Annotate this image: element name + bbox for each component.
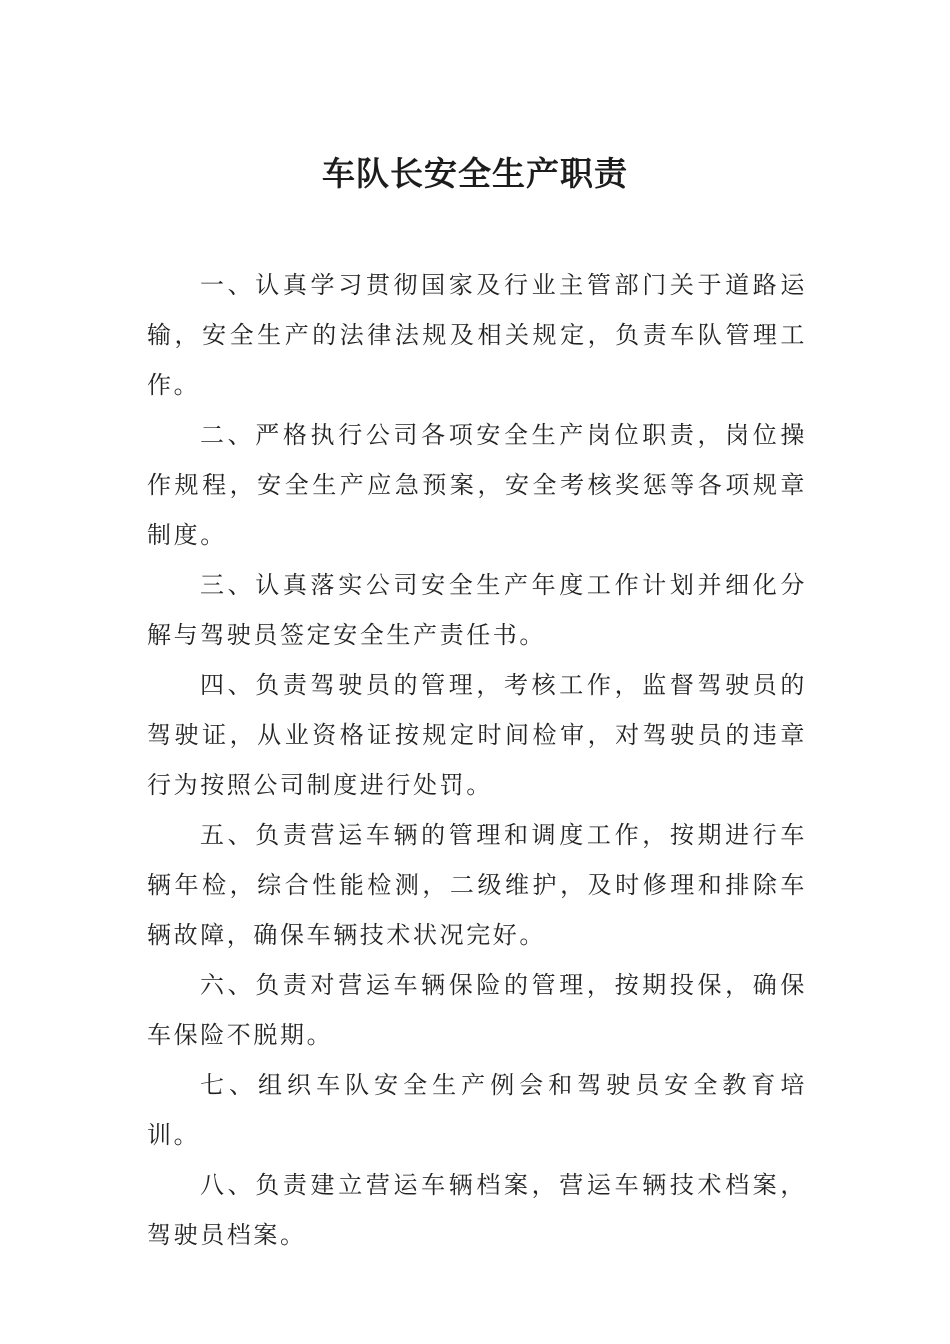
document-body (147, 260, 807, 1260)
paragraph-3: 三、认真落实公司安全生产年度工作计划并细化分解与驾驶员签定安全生产责任书。 (147, 571, 807, 649)
paragraph-4: 四、负责驾驶员的管理，考核工作，监督驾驶员的驾驶证，从业资格证按规定时间检审，对驾驶员的违章行为按照公司制度进行处罚。 (147, 671, 807, 799)
paragraph-5: 五、负责营运车辆的管理和调度工作，按期进行车辆年检，综合性能检测，二级维护，及时修理和排除车辆故障，确保车辆技术状况完好。 (147, 821, 807, 949)
paragraph-7: 七、组织车队安全生产例会和驾驶员安全教育培训。 (147, 1071, 807, 1149)
paragraph-2: 二、严格执行公司各项安全生产岗位职责，岗位操作规程，安全生产应急预案，安全考核奖惩等各项规章制度。 (147, 421, 807, 549)
paragraph-1: 一、认真学习贯彻国家及行业主管部门关于道路运输，安全生产的法律法规及相关规定，负责车队管理工作。 (147, 271, 807, 399)
paragraph-8: 八、负责建立营运车辆档案，营运车辆技术档案，驾驶员档案。 (147, 1171, 807, 1249)
paragraph-6: 六、负责对营运车辆保险的管理，按期投保，确保车保险不脱期。 (147, 971, 807, 1049)
document-title: 车队长安全生产职责 (322, 154, 628, 193)
